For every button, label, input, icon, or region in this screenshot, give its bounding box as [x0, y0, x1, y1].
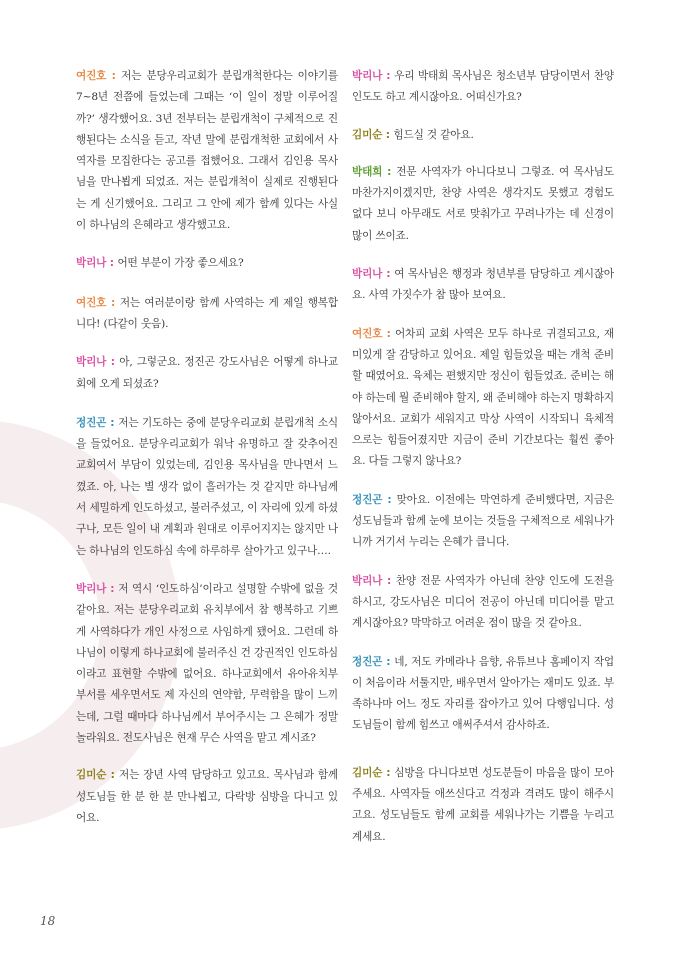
right-column: [352, 66, 614, 867]
dialogue-paragraph: 박리나 : 찬양 전문 사역자가 아닌데 찬양 인도에 도전을 하시고, 강도사님은 미디어 전공이 아닌데 미디어를 맡고 계시잖아요? 막막하고 어려운 점이 많을 것 같아요.: [352, 574, 614, 630]
dialogue-paragraph: 여진호 : 저는 여러분이랑 함께 사역하는 게 제일 행복합니다! (다같이 웃음).: [76, 296, 338, 330]
speaker-name: 정진곤: [352, 655, 383, 668]
speaker-name: 여진호: [76, 296, 107, 309]
speaker-name: 김미순: [76, 769, 107, 782]
dialogue-text: 네, 저도 카메라나 음향, 유튜브나 홈페이지 작업이 처음이라 서툴지만, 배우면서 알아가는 재미도 있죠. 부족하나마 어느 정도 자리를 잡아가고 있어 다행입니다. 성도님들이 함께 힘쓰고 애써주셔서 감사하죠.: [352, 655, 615, 732]
speaker-name: 박리나: [76, 257, 107, 270]
dialogue-paragraph: 여진호 : 어차피 교회 사역은 모두 하나로 귀결되고요, 재미있게 잘 감당하고 있어요. 제일 힘들었을 때는 개척 준비할 때였어요. 육체는 편했지만 정신이 힘들었죠. 준비는 해야 하는데 뭘 준비해야 할지, 왜 준비해야 하는지 명확하지 않아서요. 교회가 세워지고 막상 사역이 시작되니 육체적으로는 힘들어졌지만 지금이 준비 기간보다는 훨씬 좋아요. 다들 그렇지 않나요?: [352, 327, 614, 468]
dialogue-paragraph: 정진곤 : 저는 기도하는 중에 분당우리교회 분립개척 소식을 들었어요. 분당우리교회가 워낙 유명하고 잘 갖추어진 교회여서 부담이 있었는데, 김인용 목사님을 만나면서 느꼈죠. 아, 나는 별 생각 없이 흘러가는 것 같지만 하나님께서 세밀하게 인도하셨고, 불러주셨고, 이 자리에 있게 하셨구나, 모든 일이 내 계획과 원대로 이루어지지는 않지만 나는 하나님의 인도하심 속에 하루하루 살아가고 있구나….: [76, 416, 338, 557]
dialogue-text: 맞아요. 이전에는 막연하게 준비했다면, 지금은 성도님들과 함께 눈에 보이는 것들을 구체적으로 세워나가니까 거기서 누리는 은혜가 큽니다.: [352, 493, 614, 549]
dialogue-text: 저는 여러분이랑 함께 사역하는 게 제일 행복합니다! (다같이 웃음).: [76, 296, 338, 330]
speaker-name: 김미순: [352, 128, 383, 141]
speaker-name: 여진호: [76, 70, 107, 82]
page-number: 18: [40, 914, 56, 928]
dialogue-text: 심방을 다니다보면 성도분들이 마음을 많이 모아주세요. 사역자들 애쓰신다고 걱정과 격려도 많이 해주시고요. 성도님들도 함께 교회를 세워나가는 기쁨을 누리고 계세요.: [352, 766, 614, 843]
left-column: [76, 66, 338, 848]
dialogue-paragraph: 박리나 : 여 목사님은 행정과 청년부를 담당하고 계시잖아요. 사역 가짓수가 참 많아 보여요.: [352, 268, 614, 302]
dialogue-text: 찬양 전문 사역자가 아닌데 찬양 인도에 도전을 하시고, 강도사님은 미디어 전공이 아닌데 미디어를 맡고 계시잖아요? 막막하고 어려운 점이 많을 것 같아요.: [352, 574, 614, 630]
dialogue-text: 저는 장년 사역 담당하고 있고요. 목사님과 함께 성도님들 한 분 한 분 만나뵙고, 다락방 심방을 다니고 있어요.: [76, 769, 338, 824]
dialogue-paragraph: 김미순 : 심방을 다니다보면 성도분들이 마음을 많이 모아주세요. 사역자들 애쓰신다고 걱정과 격려도 많이 해주시고요. 성도님들도 함께 교회를 세워나가는 기쁨을 누리고 계세요.: [352, 766, 614, 843]
dialogue-text: 아, 그렇군요. 정진곤 강도사님은 어떻게 하나교회에 오게 되셨죠?: [76, 356, 338, 390]
speaker-name: 박리나: [352, 70, 383, 82]
speaker-name: 여진호: [352, 327, 383, 340]
speaker-name: 박리나: [352, 268, 383, 281]
dialogue-text: 어떤 부분이 가장 좋으세요?: [117, 257, 244, 270]
dialogue-text: 우리 박태희 목사님은 청소년부 담당이면서 찬양 인도도 하고 계시잖아요. 어떠신가요?: [352, 70, 614, 104]
dialogue-text: 힘드실 것 같아요.: [393, 128, 474, 141]
speaker-name: 김미순: [352, 766, 383, 779]
dialogue-paragraph: 박리나 : 아, 그렇군요. 정진곤 강도사님은 어떻게 하나교회에 오게 되셨죠?: [76, 356, 338, 390]
speaker-name: 박리나: [76, 582, 107, 595]
speaker-name: 박리나: [352, 574, 383, 587]
dialogue-text: 여 목사님은 행정과 청년부를 담당하고 계시잖아요. 사역 가짓수가 참 많아 보여요.: [352, 268, 614, 302]
dialogue-text: 어차피 교회 사역은 모두 하나로 귀결되고요, 재미있게 잘 감당하고 있어요. 제일 힘들었을 때는 개척 준비할 때였어요. 육체는 편했지만 정신이 힘들었죠. 준비는 해야 하는데 뭘 준비해야 할지, 왜 준비해야 하는지 명확하지 않아서요. 교회가 세워지고 막상 사역이 시작되니 육체적으로는 힘들어졌지만 지금이 준비 기간보다는 훨씬 좋아요. 다들 그렇지 않나요?: [352, 327, 614, 468]
dialogue-paragraph: 여진호 : 저는 분당우리교회가 분립개척한다는 이야기를 7~8년 전쯤에 들었는데 그때는 ‘이 일이 정말 이루어질까?’ 생각했어요. 3년 전부터는 분립개척이 구체적으로 진행된다는 소식을 듣고, 작년 말에 분립개척한 교회에서 사역자를 모집한다는 공고를 접했어요. 그래서 김인용 목사님을 만나뵙게 되었죠. 저는 분립개척이 실제로 진행된다는 게 신기했어요. 그리고 그 안에 제가 함께 있다는 사실이 하나님의 은혜라고 생각했고요.: [76, 70, 338, 232]
dialogue-paragraph: 박리나 : 저 역시 ‘인도하심’이라고 설명할 수밖에 없을 것 같아요. 저는 분당우리교회 유치부에서 참 행복하고 기쁘게 사역하다가 개인 사정으로 사임하게 됐어요. 그런데 하나님이 이렇게 하나교회에 불러주신 건 강권적인 인도하심이라고 표현할 수밖에 없어요. 하나교회에서 유아유치부 부서를 세우면서도 제 자신의 연약함, 무력함을 많이 느끼는데, 그럴 때마다 하나님께서 부어주시는 그 은혜가 정말 놀라워요. 전도사님은 현재 무슨 사역을 맡고 계시죠?: [76, 582, 339, 745]
dialogue-paragraph: 박리나 : 어떤 부분이 가장 좋으세요?: [76, 257, 244, 270]
dialogue-paragraph: 김미순 : 저는 장년 사역 담당하고 있고요. 목사님과 함께 성도님들 한 분 한 분 만나뵙고, 다락방 심방을 다니고 있어요.: [76, 769, 338, 824]
speaker-name: 박태희: [352, 165, 383, 178]
dialogue-paragraph: 박리나 : 우리 박태희 목사님은 청소년부 담당이면서 찬양 인도도 하고 계시잖아요. 어떠신가요?: [352, 70, 614, 104]
speaker-name: 정진곤: [76, 416, 107, 429]
dialogue-text: 저는 분당우리교회가 분립개척한다는 이야기를 7~8년 전쯤에 들었는데 그때는 ‘이 일이 정말 이루어질까?’ 생각했어요. 3년 전부터는 분립개척이 구체적으로 진행된다는 소식을 듣고, 작년 말에 분립개척한 교회에서 사역자를 모집한다는 공고를 접했어요. 그래서 김인용 목사님을 만나뵙게 되었죠. 저는 분립개척이 실제로 진행된다는 게 신기했어요. 그리고 그 안에 제가 함께 있다는 사실이 하나님의 은혜라고 생각했고요.: [76, 70, 338, 232]
dialogue-text: 저는 기도하는 중에 분당우리교회 분립개척 소식을 들었어요. 분당우리교회가 워낙 유명하고 잘 갖추어진 교회여서 부담이 있었는데, 김인용 목사님을 만나면서 느꼈죠. 아, 나는 별 생각 없이 흘러가는 것 같지만 하나님께서 세밀하게 인도하셨고, 불러주셨고, 이 자리에 있게 하셨구나, 모든 일이 내 계획과 원대로 이루어지지는 않지만 나는 하나님의 인도하심 속에 하루하루 살아가고 있구나….: [76, 416, 338, 557]
dialogue-paragraph: 정진곤 : 맞아요. 이전에는 막연하게 준비했다면, 지금은 성도님들과 함께 눈에 보이는 것들을 구체적으로 세워나가니까 거기서 누리는 은혜가 큽니다.: [352, 493, 614, 549]
dialogue-paragraph: 정진곤 : 네, 저도 카메라나 음향, 유튜브나 홈페이지 작업이 처음이라 서툴지만, 배우면서 알아가는 재미도 있죠. 부족하나마 어느 정도 자리를 잡아가고 있어 다행입니다. 성도님들이 함께 힘쓰고 애써주셔서 감사하죠.: [352, 655, 615, 732]
speaker-name: 정진곤: [352, 493, 383, 506]
dialogue-text: 전문 사역자가 아니다보니 그렇죠. 여 목사님도 마찬가지이겠지만, 찬양 사역은 생각지도 못했고 경험도 없다 보니 아무래도 서로 맞춰가고 꾸려나가는 데 신경이 많이 쓰이죠.: [352, 165, 614, 242]
speaker-name: 박리나: [76, 356, 107, 369]
dialogue-paragraph: 김미순 : 힘드실 것 같아요.: [352, 128, 474, 141]
dialogue-paragraph: 박태희 : 전문 사역자가 아니다보니 그렇죠. 여 목사님도 마찬가지이겠지만, 찬양 사역은 생각지도 못했고 경험도 없다 보니 아무래도 서로 맞춰가고 꾸려나가는 데 신경이 많이 쓰이죠.: [352, 165, 614, 242]
dialogue-text: 저 역시 ‘인도하심’이라고 설명할 수밖에 없을 것 같아요. 저는 분당우리교회 유치부에서 참 행복하고 기쁘게 사역하다가 개인 사정으로 사임하게 됐어요. 그런데 하나님이 이렇게 하나교회에 불러주신 건 강권적인 인도하심이라고 표현할 수밖에 없어요. 하나교회에서 유아유치부 부서를 세우면서도 제 자신의 연약함, 무력함을 많이 느끼는데, 그럴 때마다 하나님께서 부어주시는 그 은혜가 정말 놀라워요. 전도사님은 현재 무슨 사역을 맡고 계시죠?: [76, 582, 339, 745]
